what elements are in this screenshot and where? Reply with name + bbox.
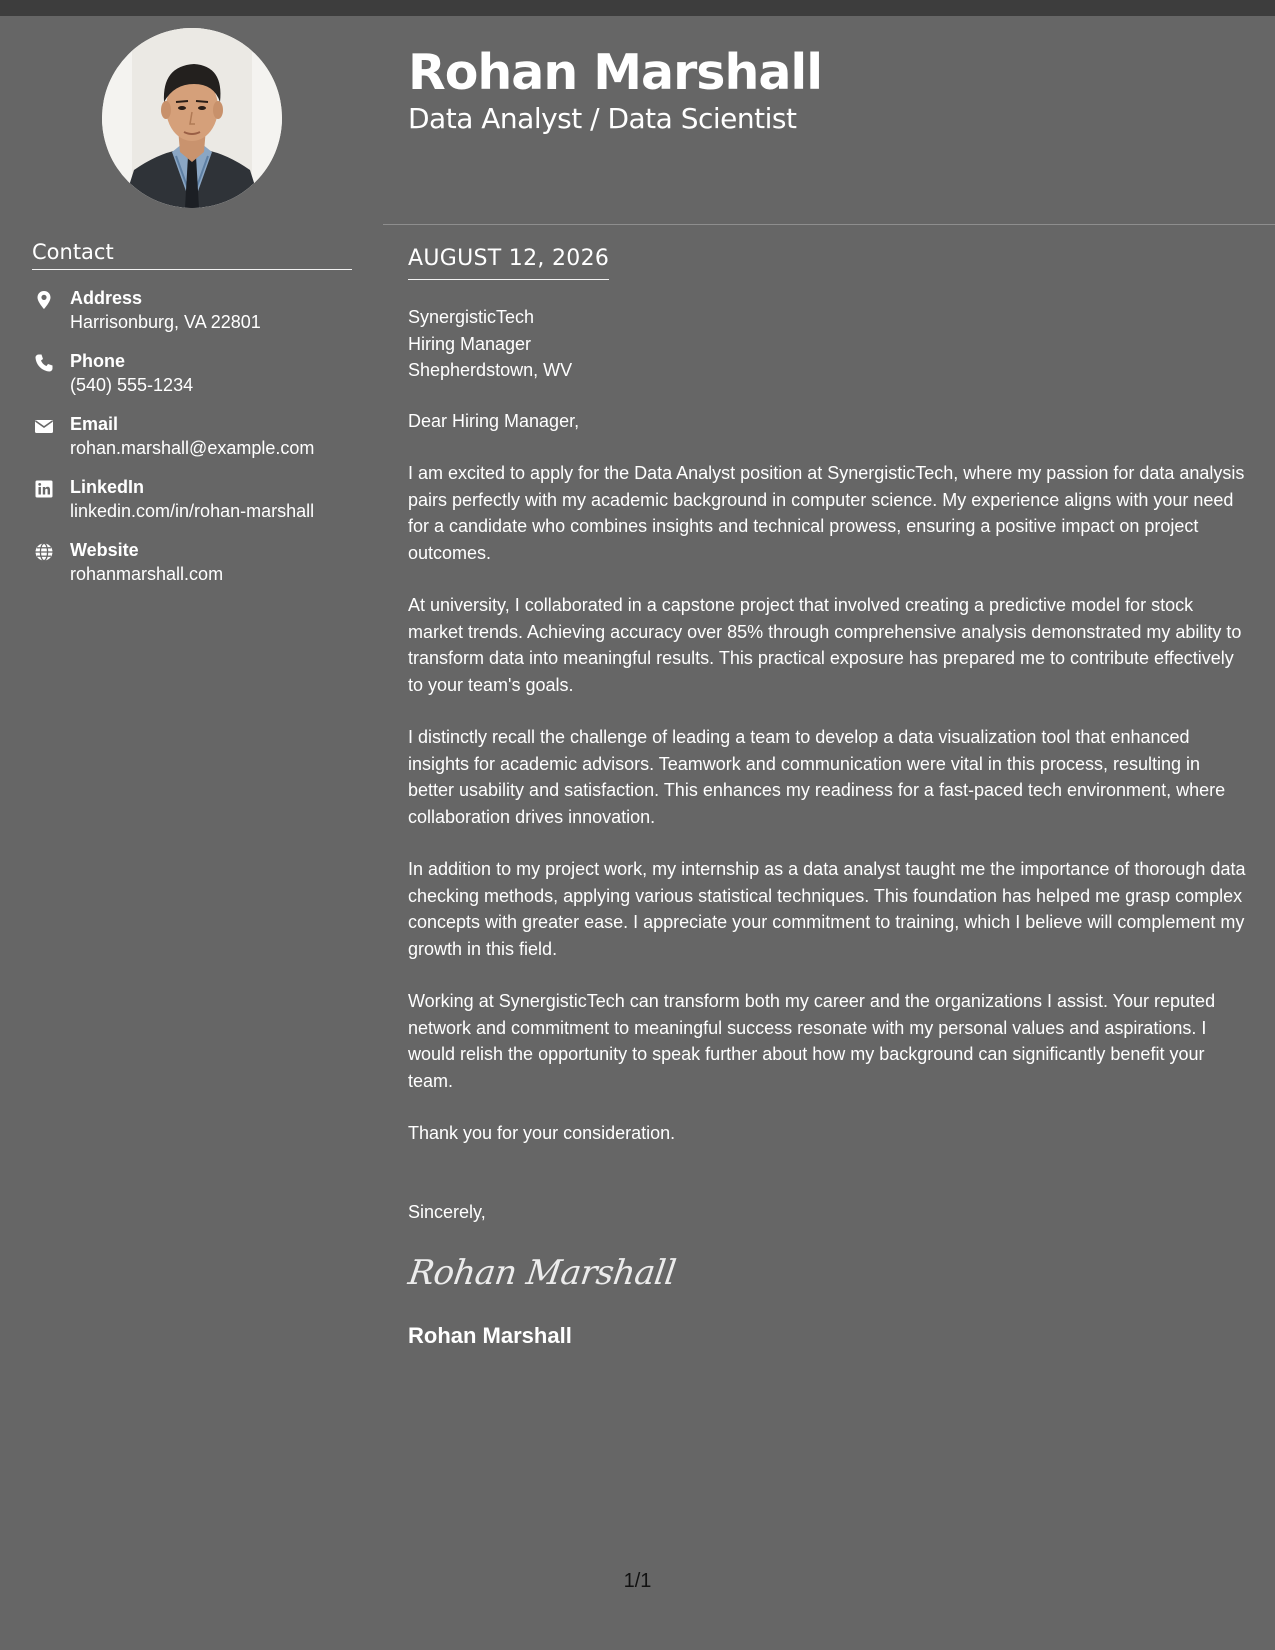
globe-icon [34, 542, 54, 562]
letter-date: AUGUST 12, 2026 [408, 244, 609, 280]
body-paragraph: In addition to my project work, my internship as a data analyst taught me the importance of thorough data checking methods, applying various statistical techniques. This foundation has helped me grasp complex concepts with greater ease. I appreciate your commitment to training, which I believe will complement my growth in this field. [408, 859, 1246, 959]
recipient-block [408, 304, 1248, 384]
body-paragraph: At university, I collaborated in a capstone project that involved creating a predictive model for stock market trends. Achieving accuracy over 85% through comprehensive analysis demonstrated my ability to transform data into meaningful results. This practical exposure has prepared me to contribute effectively to your team's goals. [408, 595, 1242, 695]
contact-label: LinkedIn [70, 477, 145, 497]
body-paragraph: I distinctly recall the challenge of leading a team to develop a data visualization tool that enhanced insights for academic advisors. Teamwork and communication were vital in this process, resulting in better usability and satisfaction. This enhances my readiness for a fast-paced tech environment, where collaboration drives innovation. [408, 727, 1226, 827]
job-title: Data Analyst / Data Scientist [408, 102, 797, 135]
letter-body [405, 244, 1248, 1349]
contact-item-email [32, 412, 352, 475]
contact-label: Website [70, 540, 139, 560]
avatar [102, 28, 282, 208]
profile-photo [102, 28, 282, 208]
website-value[interactable]: rohanmarshall.com [70, 564, 224, 584]
contact-label: Phone [70, 351, 126, 371]
date-section [408, 244, 1248, 304]
body-paragraph: I am excited to apply for the Data Analyst position at SynergisticTech, where my passion for data analysis pairs perfectly with my academic background in computer science. My experience aligns with your need for a candidate who combines insights and technical prowess, ensuring a positive impact on project outcomes. [408, 463, 1245, 563]
email-value[interactable]: rohan.marshall@example.com [70, 438, 315, 458]
phone-value: (540) 555-1234 [70, 375, 194, 395]
envelope-icon [34, 416, 54, 436]
map-pin-icon [34, 290, 54, 310]
contact-item-linkedin [32, 475, 352, 538]
greeting: Dear Hiring Manager, [408, 410, 580, 431]
linkedin-value[interactable]: linkedin.com/in/rohan-marshall [70, 501, 315, 521]
contact-item-website [32, 538, 352, 601]
linkedin-icon [34, 479, 54, 499]
recipient-company: SynergisticTech [408, 307, 535, 327]
contact-heading: Contact [32, 240, 352, 270]
contact-label: Address [70, 288, 143, 308]
address-value: Harrisonburg, VA 22801 [70, 312, 261, 332]
contact-item-phone [32, 349, 352, 412]
letter-header [408, 44, 1238, 136]
body-paragraph: Working at SynergisticTech can transform both my career and the organizations I assist. Your reputed network and commitment to meaningful success resonate with my personal values and aspirations. I would relish the opportunity to speak further about how my background can significantly benefit your team. [408, 991, 1216, 1091]
signer-name: Rohan Marshall [408, 1323, 572, 1348]
recipient-title: Hiring Manager [408, 333, 532, 354]
header-divider [383, 224, 1275, 225]
top-bar [0, 0, 1275, 16]
signature: Rohan Marshall [405, 1253, 679, 1293]
thanks-line: Thank you for your consideration. [408, 1123, 676, 1143]
page-number: 1/1 [623, 1570, 652, 1592]
contact-label: Email [70, 414, 119, 434]
closing-line: Sincerely, [408, 1201, 486, 1222]
contact-list [32, 286, 352, 601]
recipient-location: Shepherdstown, WV [408, 360, 573, 380]
phone-icon [34, 353, 54, 373]
contact-item-address [32, 286, 352, 349]
applicant-name: Rohan Marshall [408, 44, 822, 101]
